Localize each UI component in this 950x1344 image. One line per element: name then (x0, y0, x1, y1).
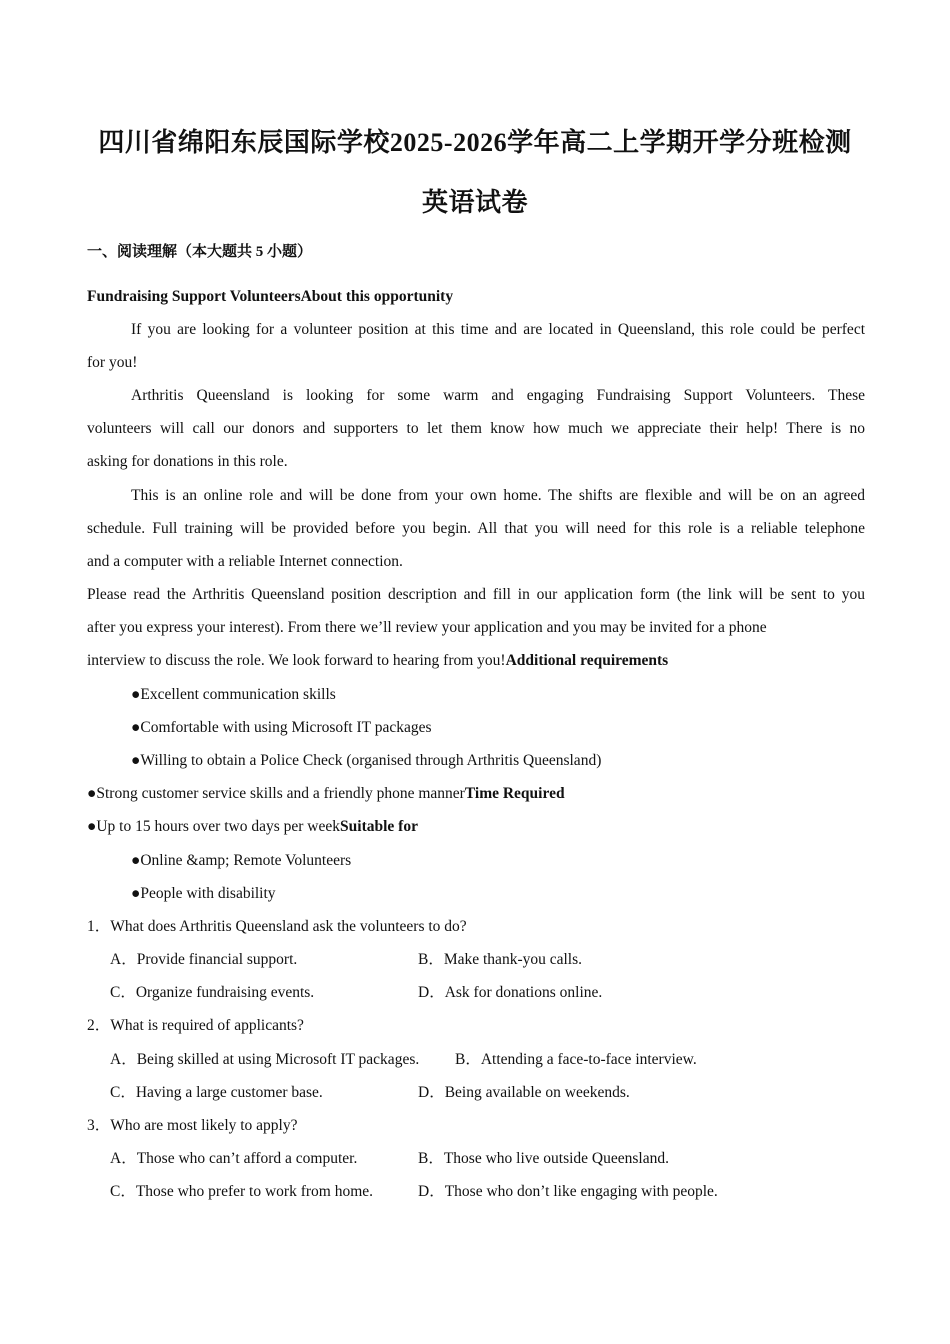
paragraph-line: This is an online role and will be done from your own home. The shifts are flexible and will be on an agreed (131, 487, 865, 504)
list-item: ●Willing to obtain a Police Check (organised through Arthritis Queensland) (131, 752, 602, 769)
paragraph-line: and a computer with a reliable Internet connection. (87, 553, 403, 570)
list-item: ●People with disability (131, 885, 276, 902)
paragraph-line: after you express your interest). From there we’ll review your application and you may be invited for a phone (87, 619, 767, 636)
option-a: A．Being skilled at using Microsoft IT packages. (110, 1051, 420, 1068)
document-subtitle: 英语试卷 (421, 188, 528, 217)
list-item: ●Up to 15 hours over two days per weekSuitable for (87, 818, 418, 835)
option-d: D．Ask for donations online. (418, 984, 603, 1001)
paragraph-line: for you! (87, 354, 138, 371)
paragraph-line: interview to discuss the role. We look forward to hearing from you!Additional requirements (87, 652, 669, 669)
option-c: C．Organize fundraising events. (110, 984, 315, 1001)
paragraph-line: asking for donations in this role. (87, 453, 288, 470)
list-item: ●Online &amp; Remote Volunteers (131, 852, 352, 869)
additional-requirements-heading: Additional requirements (505, 652, 669, 669)
paragraph-line: volunteers will call our donors and supporters to let them know how much we appreciate their help! There is no (87, 420, 865, 437)
question-stem: 2．What is required of applicants? (87, 1017, 304, 1034)
option-d: D．Those who don’t like engaging with people. (418, 1183, 718, 1200)
time-required-heading: Time Required (464, 785, 565, 802)
option-a: A．Those who can’t afford a computer. (110, 1150, 358, 1167)
option-b: B．Those who live outside Queensland. (418, 1150, 669, 1167)
suitable-for-heading: Suitable for (340, 818, 418, 835)
list-item: ●Strong customer service skills and a friendly phone mannerTime Required (87, 785, 565, 802)
list-item: ●Excellent communication skills (131, 686, 336, 703)
option-a: A．Provide financial support. (110, 951, 298, 968)
paragraph-line: Arthritis Queensland is looking for some warm and engaging Fundraising Support Volunteers. These (131, 387, 865, 404)
option-c: C．Having a large customer base. (110, 1084, 323, 1101)
paragraph-line: Please read the Arthritis Queensland position description and fill in our application form (the link will be sent to you (87, 586, 865, 603)
passage-heading: Fundraising Support VolunteersAbout this opportunity (87, 288, 454, 305)
list-item: ●Comfortable with using Microsoft IT packages (131, 719, 432, 736)
section-heading: 一、阅读理解（本大题共 5 小题） (87, 244, 313, 260)
option-b: B．Make thank-you calls. (418, 951, 583, 968)
paragraph-line: schedule. Full training will be provided before you begin. All that you will need for this role is a reliable telephone (87, 520, 865, 537)
question-stem: 1．What does Arthritis Queensland ask the volunteers to do? (87, 918, 467, 935)
option-b: B．Attending a face-to-face interview. (455, 1051, 697, 1068)
document-title: 四川省绵阳东辰国际学校2025-2026学年高二上学期开学分班检测 (98, 128, 852, 157)
option-d: D．Being available on weekends. (418, 1084, 630, 1101)
option-c: C．Those who prefer to work from home. (110, 1183, 374, 1200)
paragraph-line: If you are looking for a volunteer position at this time and are located in Queensland, this role could be perfect (131, 321, 865, 338)
question-stem: 3．Who are most likely to apply? (87, 1117, 298, 1134)
